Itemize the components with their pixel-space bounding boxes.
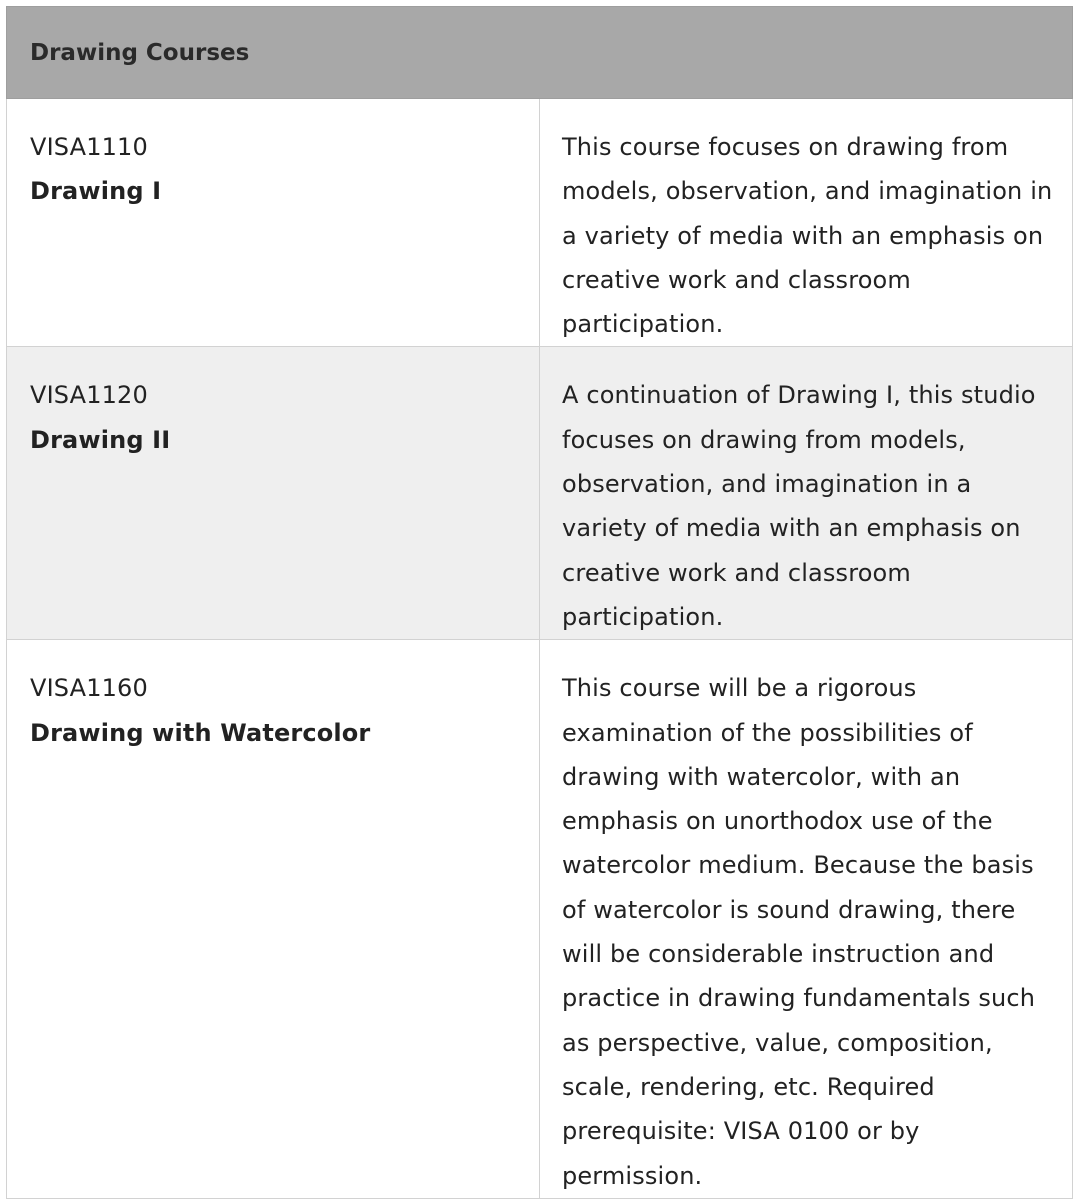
table-body xyxy=(7,99,1073,1199)
table-header-row xyxy=(7,7,1073,99)
course-description: This course focuses on drawing from models, observation, and imagination in a variety of media with an emphasis on creative work and classroom participation. xyxy=(540,99,1073,347)
course-name: Drawing with Watercolor xyxy=(30,718,371,747)
course-description: This course will be a rigorous examination of the possibilities of drawing with watercolor, with an emphasis on unorthodox use of the watercolor medium. Because the basis of watercolor is sound drawing, there will be considerable instruction and practice in drawing fundamentals such as perspective, value, composition, scale, rendering, etc. Required prerequisite: VISA 0100 or by permission. xyxy=(540,640,1073,1199)
course-name: Drawing I xyxy=(30,177,162,206)
table-title: Drawing Courses xyxy=(7,7,1073,99)
course-code: VISA1160 xyxy=(30,674,148,703)
table-row xyxy=(7,99,1073,347)
courses-table xyxy=(6,6,1073,1199)
course-name: Drawing II xyxy=(30,425,171,454)
course-cell xyxy=(7,347,540,640)
course-code: VISA1120 xyxy=(30,381,148,410)
table-row xyxy=(7,347,1073,640)
course-cell xyxy=(7,640,540,1199)
course-description: A continuation of Drawing I, this studio focuses on drawing from models, observation, and imagination in a variety of media with an emphasis on creative work and classroom participation. xyxy=(540,347,1073,640)
course-code: VISA1110 xyxy=(30,133,148,161)
table-row xyxy=(7,640,1073,1199)
course-cell xyxy=(7,99,540,347)
table-header xyxy=(7,7,1073,99)
courses-table-container xyxy=(6,6,1073,1199)
